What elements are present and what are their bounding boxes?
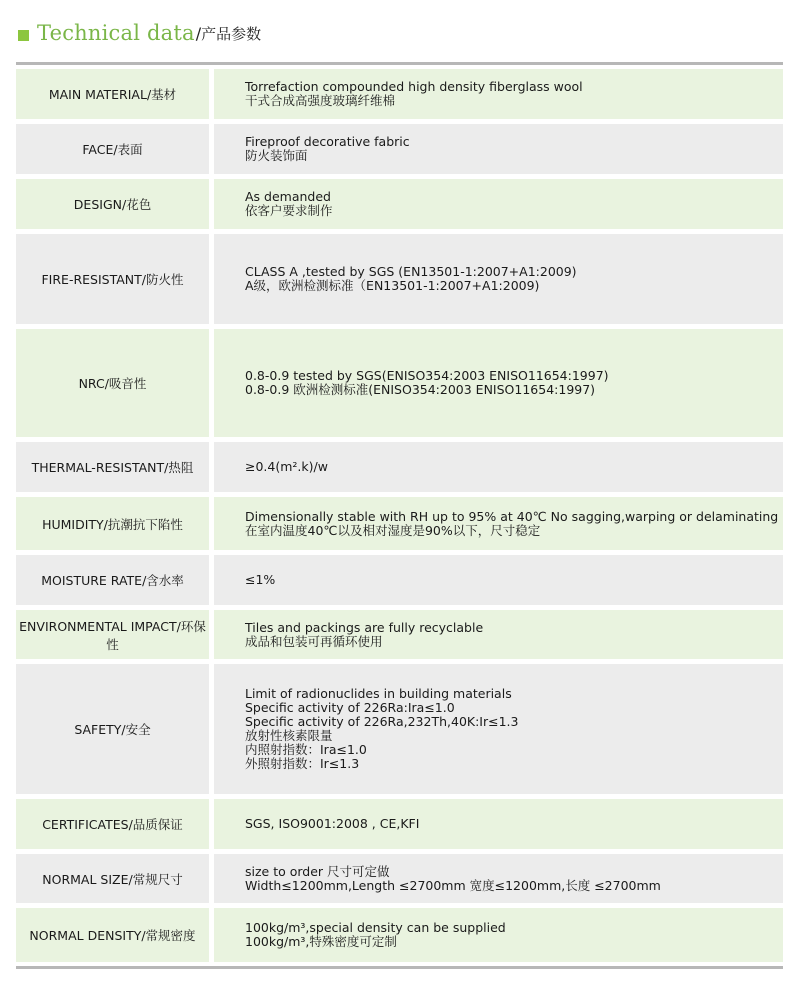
value-line: 依客户要求制作	[245, 203, 333, 218]
row-value	[214, 908, 783, 962]
value-line: As demanded	[245, 189, 331, 204]
table-row	[16, 664, 783, 794]
title-english: Technical data	[37, 21, 195, 45]
value-line: 100kg/m³,special density can be supplied	[245, 920, 506, 935]
row-label: FACE/表面	[16, 124, 209, 174]
value-line: 防火装饰面	[245, 148, 308, 163]
value-line: Specific activity of 226Ra:Ira≤1.0	[245, 700, 455, 715]
table-row	[16, 234, 783, 324]
table-row	[16, 124, 783, 174]
value-line: 0.8-0.9 欧洲检测标准(ENISO354:2003 ENISO11654:1997)	[245, 382, 596, 397]
row-label: NORMAL DENSITY/常规密度	[16, 908, 209, 962]
table-row	[16, 799, 783, 849]
row-label: ENVIRONMENTAL IMPACT/环保性	[16, 610, 209, 659]
table-row	[16, 908, 783, 962]
row-label: HUMIDITY/抗潮抗下陷性	[16, 497, 209, 550]
table-row	[16, 442, 783, 492]
value-line: ≤1%	[245, 572, 276, 587]
value-line: Torrefaction compounded high density fiberglass wool	[245, 79, 583, 94]
row-value	[214, 664, 783, 794]
row-value	[214, 555, 783, 605]
value-line: CLASS A ,tested by SGS (EN13501-1:2007+A1:2009)	[245, 264, 577, 279]
value-line: Tiles and packings are fully recyclable	[245, 619, 484, 635]
table-row	[16, 497, 783, 550]
row-value	[214, 69, 783, 119]
table-row	[16, 179, 783, 229]
value-line: 干式合成高强度玻璃纤维棉	[245, 93, 396, 108]
row-label: NRC/吸音性	[16, 329, 209, 437]
section-header	[18, 18, 261, 48]
value-line: SGS, ISO9001:2008 , CE,KFI	[245, 816, 420, 831]
row-value	[214, 610, 783, 659]
green-square-icon	[18, 30, 29, 41]
table-row	[16, 555, 783, 605]
title-separator: /	[195, 23, 202, 43]
row-label: NORMAL SIZE/常规尺寸	[16, 854, 209, 903]
value-line: A级，欧洲检测标准（EN13501-1:2007+A1:2009)	[245, 278, 540, 293]
value-line: 成品和包装可再循环使用	[245, 633, 383, 649]
table-row	[16, 854, 783, 903]
row-label: THERMAL-RESISTANT/热阻	[16, 442, 209, 492]
value-line: 放射性核素限量	[245, 728, 333, 743]
bottom-rule	[16, 966, 783, 969]
row-label: DESIGN/花色	[16, 179, 209, 229]
table-row	[16, 329, 783, 437]
row-value	[214, 329, 783, 437]
value-line: Fireproof decorative fabric	[245, 134, 410, 149]
table-row	[16, 69, 783, 119]
value-line: 100kg/m³,特殊密度可定制	[245, 934, 397, 949]
row-value	[214, 854, 783, 903]
row-value	[214, 124, 783, 174]
row-value	[214, 179, 783, 229]
value-line: Dimensionally stable with RH up to 95% at 40℃ No sagging,warping or delaminating	[245, 508, 779, 524]
value-line: Specific activity of 226Ra,232Th,40K:Ir≤1.3	[245, 714, 519, 729]
row-value	[214, 497, 783, 550]
row-label: MOISTURE RATE/含水率	[16, 555, 209, 605]
row-label: MAIN MATERIAL/基材	[16, 69, 209, 119]
row-label: FIRE-RESISTANT/防火性	[16, 234, 209, 324]
table-row	[16, 610, 783, 659]
value-line: Limit of radionuclides in building materials	[245, 686, 512, 701]
value-line: 在室内温度40℃以及相对湿度是90%以下，尺寸稳定	[245, 522, 541, 538]
row-value	[214, 799, 783, 849]
value-line: ≥0.4(m².k)/w	[245, 459, 328, 474]
row-label: CERTIFICATES/品质保证	[16, 799, 209, 849]
title-chinese: 产品参数	[201, 24, 262, 43]
value-line: Width≤1200mm,Length ≤2700mm 宽度≤1200mm,长度 ≤2700mm	[245, 877, 661, 893]
value-line: 内照射指数：Ira≤1.0	[245, 742, 367, 757]
row-label: SAFETY/安全	[16, 664, 209, 794]
row-value	[214, 234, 783, 324]
value-line: 外照射指数：Ir≤1.3	[245, 756, 360, 771]
value-line: size to order 尺寸可定做	[245, 863, 390, 879]
top-rule	[16, 62, 783, 65]
row-value	[214, 442, 783, 492]
value-line: 0.8-0.9 tested by SGS(ENISO354:2003 ENISO11654:1997)	[245, 368, 609, 383]
